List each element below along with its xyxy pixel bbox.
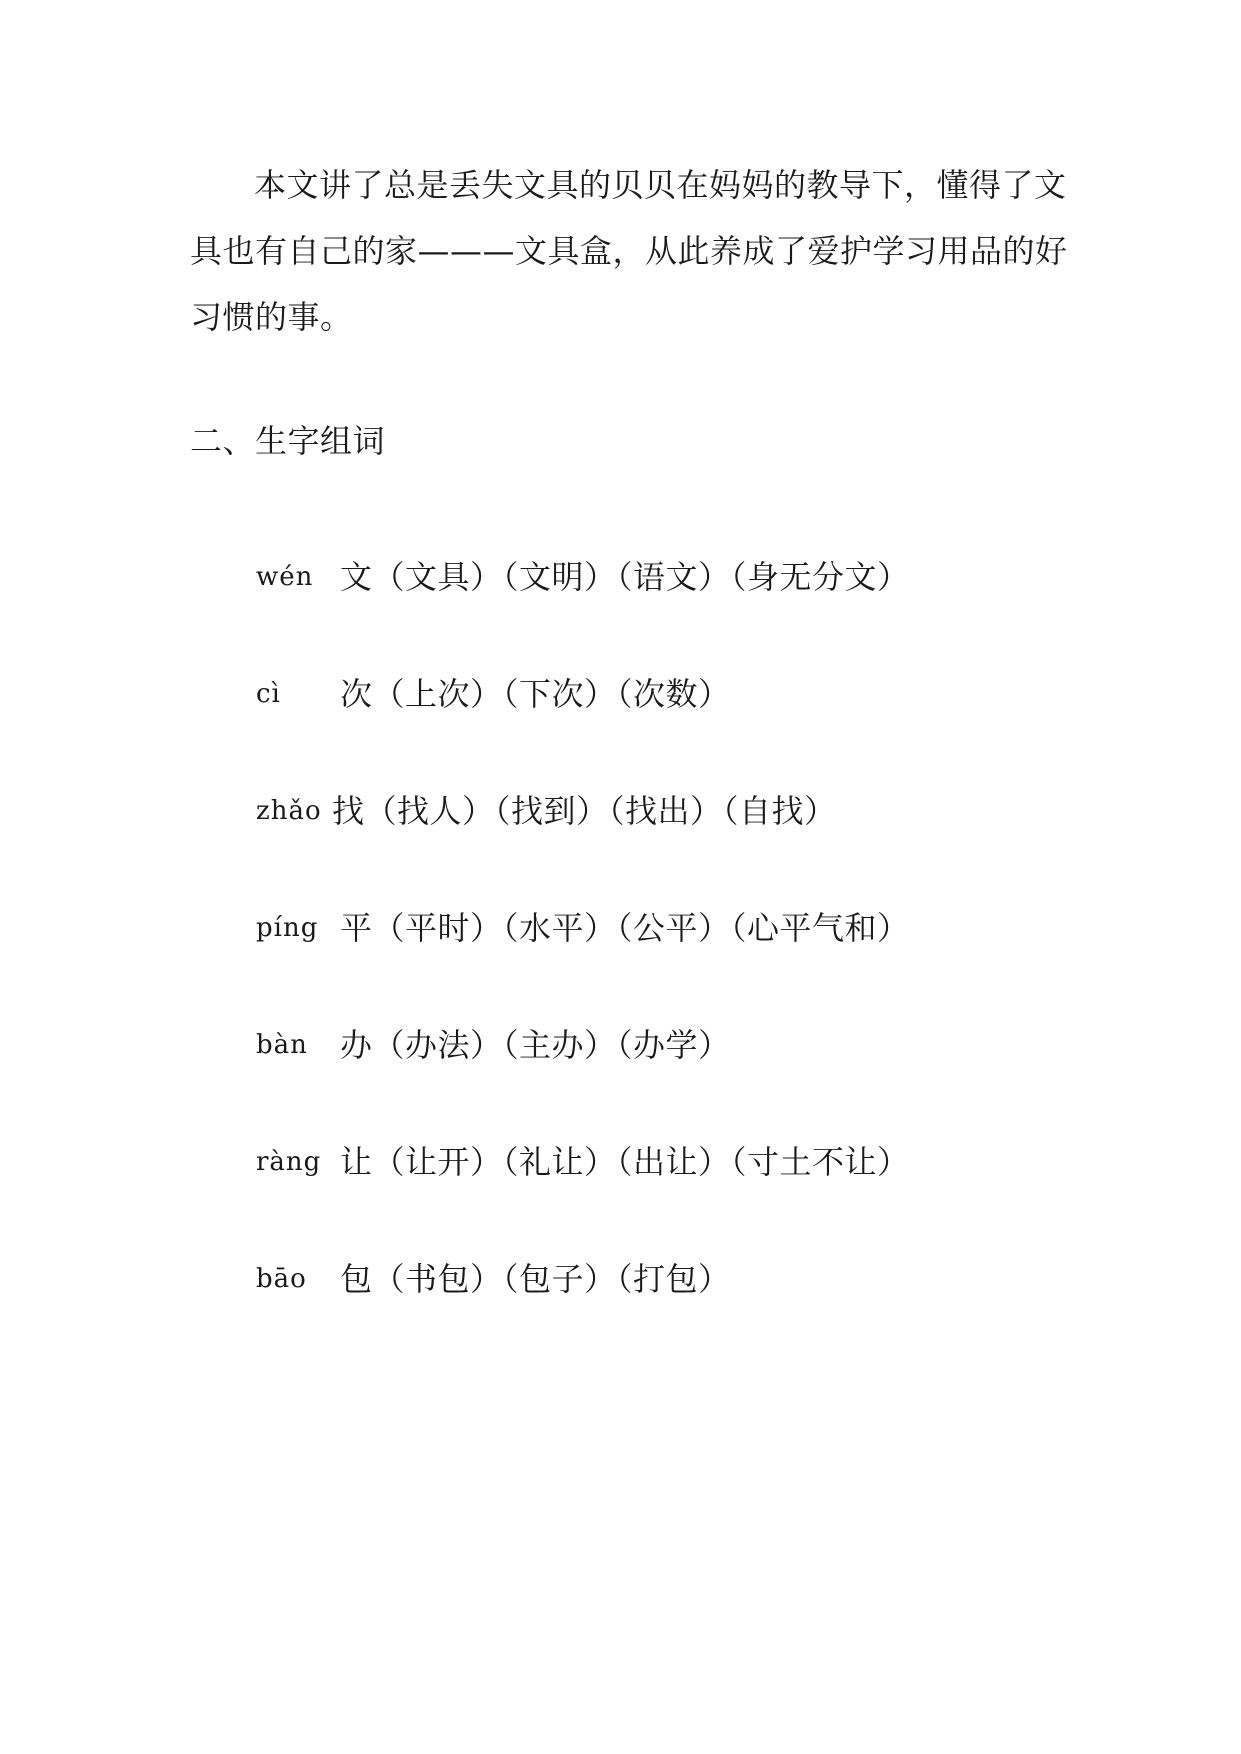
word-group: 让（让开）（礼让）（出让）（寸土不让） xyxy=(340,1143,910,1181)
vocabulary-row xyxy=(256,669,910,786)
section-heading: 二、生字组词 xyxy=(190,422,386,460)
vocabulary-row xyxy=(256,903,910,1020)
word-group: 文（文具）（文明）（语文）（身无分文） xyxy=(340,558,910,596)
summary-paragraph: 本文讲了总是丢失文具的贝贝在妈妈的教导下，懂得了文具也有自己的家———文具盒，从此养成了爱护学习用品的好习惯的事。 xyxy=(190,166,1068,336)
word-group: 办（办法）（主办）（办学） xyxy=(340,1026,731,1064)
vocabulary-row xyxy=(256,1020,910,1137)
pinyin-label: píng xyxy=(256,913,319,943)
vocabulary-list xyxy=(256,552,910,1371)
word-group: 平（平时）（水平）（公平）（心平气和） xyxy=(340,909,910,947)
pinyin-label: zhǎo xyxy=(256,796,322,826)
pinyin-label: wén xyxy=(256,562,314,592)
pinyin-label: cì xyxy=(256,679,281,709)
pinyin-label: ràng xyxy=(256,1147,322,1177)
word-group: 次（上次）（下次）（次数） xyxy=(340,675,731,713)
vocabulary-row xyxy=(256,552,910,669)
word-group: 包（书包）（包子）（打包） xyxy=(340,1260,731,1298)
pinyin-label: bàn xyxy=(256,1030,308,1060)
word-group: 找（找人）（找到）（找出）（自找） xyxy=(332,792,837,830)
vocabulary-row xyxy=(256,1137,910,1254)
vocabulary-row xyxy=(256,786,910,903)
pinyin-label: bāo xyxy=(256,1264,307,1294)
vocabulary-row xyxy=(256,1254,910,1371)
